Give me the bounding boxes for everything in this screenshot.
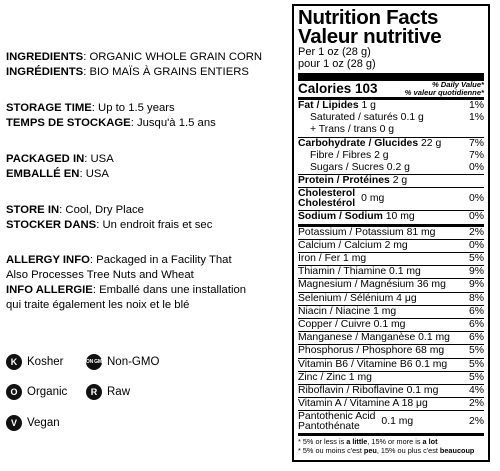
- store-label-fr: STOCKER DANS: [6, 219, 97, 231]
- vegan-badge: [6, 415, 60, 431]
- cholesterol-label-en: Cholesterol: [298, 188, 356, 200]
- carbohydrate-label: Carbohydrate / Glucides: [298, 137, 419, 149]
- mineral-label: Vitamin A / Vitamine A 18 μg: [298, 398, 428, 410]
- ingredients-value-en: : ORGANIC WHOLE GRAIN CORN: [83, 51, 263, 63]
- protein-row: [298, 175, 484, 188]
- mineral-label: Zinc / Zinc 1 mg: [298, 371, 372, 383]
- mineral-dv: 2%: [468, 226, 484, 238]
- allergy-label-en: ALLERGY INFO: [6, 254, 90, 266]
- mineral-dv: 5%: [468, 358, 484, 370]
- mineral-label: Niacin / Niacine 1 mg: [298, 305, 397, 317]
- pantothenic-amount: 0.1 mg: [381, 416, 414, 428]
- storage-label-fr: TEMPS DE STOCKAGE: [6, 117, 131, 129]
- pantothenic-label-fr: Pantothénate: [298, 421, 360, 433]
- saturated-label: Saturated / saturés 0.1 g: [310, 112, 424, 124]
- fibre-dv: 7%: [468, 149, 484, 161]
- mineral-dv: 6%: [468, 319, 484, 331]
- nutrition-facts-panel: [292, 4, 490, 462]
- mineral-label: Potassium / Potassium 81 mg: [298, 226, 436, 238]
- sugars-label: Sugars / Sucres 0.2 g: [310, 162, 410, 174]
- carbohydrate-dv: 7%: [468, 137, 484, 149]
- sodium-row: [298, 211, 484, 226]
- packaged-value-fr: : USA: [79, 168, 109, 180]
- store-label-en: STORE IN: [6, 204, 60, 216]
- calories-row: [298, 81, 484, 100]
- product-info: [6, 50, 286, 313]
- store-value-en: : Cool, Dry Place: [59, 204, 144, 216]
- allergy-value-en-2: Also Processes Tree Nuts and Wheat: [6, 269, 194, 281]
- vegan-label: Vegan: [27, 417, 60, 429]
- mineral-dv: 2%: [468, 398, 484, 410]
- minerals-list: [298, 227, 484, 412]
- mineral-row: [298, 332, 484, 345]
- trans-row: [298, 124, 484, 137]
- raw-label: Raw: [107, 386, 131, 398]
- allergy-block: [6, 253, 286, 313]
- mineral-dv: 6%: [468, 332, 484, 344]
- mineral-dv: 9%: [468, 279, 484, 291]
- kosher-label: Kosher: [27, 356, 64, 368]
- footnote-fr: * 5% ou moins c'est peu, 15% ou plus c'est beaucoup: [298, 446, 475, 456]
- storage-block: [6, 101, 286, 131]
- ingredients-value-fr: : BIO MAÏS À GRAINS ENTIERS: [83, 66, 249, 78]
- pantothenic-label-en: Pantothenic Acid: [298, 411, 376, 423]
- serving-size-fr: pour 1 oz (28 g): [298, 58, 376, 70]
- fibre-label: Fibre / Fibres 2 g: [310, 149, 389, 161]
- mineral-label: Selenium / Sélénium 4 μg: [298, 292, 417, 304]
- protein-amount: 2 g: [392, 175, 408, 187]
- sugars-row: [298, 162, 484, 175]
- pantothenic-row: [298, 411, 484, 436]
- calories-label: Calories 103: [298, 81, 378, 96]
- sugars-dv: 0%: [468, 162, 484, 174]
- cholesterol-amount: 0 mg: [361, 193, 385, 205]
- mineral-label: Phosphorus / Phosphore 68 mg: [298, 345, 445, 357]
- mineral-row: [298, 372, 484, 385]
- packaged-value-en: : USA: [84, 153, 114, 165]
- storage-value-fr: : Jusqu'à 1.5 ans: [130, 117, 216, 129]
- mineral-row: [298, 240, 484, 253]
- vegan-icon: V: [6, 415, 22, 431]
- kosher-badge: [6, 354, 63, 370]
- sodium-dv: 0%: [468, 211, 484, 223]
- packaged-label-fr: EMBALLÉ EN: [6, 168, 80, 180]
- sodium-label: Sodium / Sodium: [298, 211, 383, 223]
- non-gmo-label: Non-GMO: [107, 356, 160, 368]
- packaged-block: [6, 152, 286, 182]
- mineral-dv: 0%: [468, 239, 484, 251]
- nutrition-title-fr: Valeur nutritive: [298, 25, 442, 48]
- mineral-dv: 5%: [468, 345, 484, 357]
- storage-value-en: : Up to 1.5 years: [91, 102, 175, 114]
- mineral-row: [298, 306, 484, 319]
- mineral-row: [298, 319, 484, 332]
- allergy-label-fr: INFO ALLERGIE: [6, 284, 93, 296]
- cholesterol-dv: 0%: [468, 193, 484, 205]
- mineral-row: [298, 359, 484, 372]
- mineral-label: Magnesium / Magnésium 36 mg: [298, 279, 446, 291]
- allergy-value-en-1: : Packaged in a Facility That: [89, 254, 232, 266]
- ingredients-label-en: INGREDIENTS: [6, 51, 84, 63]
- ingredients-block: [6, 50, 286, 80]
- organic-icon: O: [6, 384, 22, 400]
- kosher-icon: K: [6, 354, 22, 370]
- mineral-row: [298, 293, 484, 306]
- organic-badge: [6, 384, 67, 400]
- mineral-label: Calcium / Calcium 2 mg: [298, 239, 408, 251]
- mineral-row: [298, 385, 484, 398]
- mineral-dv: 5%: [468, 371, 484, 383]
- mineral-row: [298, 253, 484, 266]
- mineral-dv: 8%: [468, 292, 484, 304]
- saturated-row: [298, 112, 484, 124]
- fibre-row: [298, 150, 484, 162]
- saturated-dv: 1%: [468, 112, 484, 124]
- mineral-row: [298, 398, 484, 411]
- pantothenic-dv: 2%: [468, 416, 484, 428]
- mineral-row: [298, 345, 484, 358]
- mineral-dv: 4%: [468, 385, 484, 397]
- packaged-label-en: PACKAGED IN: [6, 153, 85, 165]
- daily-value-header-en: % Daily Value*: [431, 80, 484, 89]
- protein-label: Protein / Protéines: [298, 175, 390, 187]
- ingredients-label-fr: INGRÉDIENTS: [6, 66, 84, 78]
- store-block: [6, 203, 286, 233]
- storage-label-en: STORAGE TIME: [6, 102, 92, 114]
- fat-label: Fat / Lipides: [298, 100, 359, 111]
- mineral-label: Thiamin / Thiamine 0.1 mg: [298, 266, 421, 278]
- serving-size-en: Per 1 oz (28 g): [298, 46, 371, 58]
- mineral-dv: 9%: [468, 266, 484, 278]
- mineral-label: Manganese / Manganèse 0.1 mg: [298, 332, 450, 344]
- non-gmo-badge: [82, 354, 160, 370]
- mineral-label: Iron / Fer 1 mg: [298, 253, 367, 265]
- non-gmo-icon: NON GMO: [86, 354, 102, 370]
- cholesterol-row: [298, 188, 484, 211]
- mineral-dv: 6%: [468, 305, 484, 317]
- footnote: [298, 438, 484, 455]
- allergy-value-fr-1: : Emballé dans une installation: [92, 284, 247, 296]
- mineral-label: Copper / Cuivre 0.1 mg: [298, 319, 406, 331]
- fat-amount: 1 g: [361, 100, 376, 111]
- raw-badge: [86, 384, 130, 400]
- cholesterol-label-fr: Cholestérol: [298, 198, 356, 210]
- organic-label: Organic: [27, 386, 68, 398]
- mineral-row: [298, 227, 484, 240]
- carbohydrate-row: [298, 138, 484, 150]
- fat-dv: 1%: [468, 100, 484, 111]
- daily-value-header-fr: % valeur quotidienne*: [404, 88, 484, 97]
- sodium-amount: 10 mg: [385, 211, 415, 223]
- mineral-label: Vitamin B6 / Vitamine B6 0.1 mg: [298, 358, 448, 370]
- store-value-fr: : Un endroit frais et sec: [96, 219, 213, 231]
- trans-label: + Trans / trans 0 g: [310, 124, 395, 136]
- nutrition-title-en: Nutrition Facts: [298, 6, 439, 29]
- footnote-en: * 5% or less is a little, 15% or more is a lot: [298, 437, 438, 447]
- mineral-label: Riboflavin / Riboflavine 0.1 mg: [298, 385, 439, 397]
- mineral-row: [298, 266, 484, 279]
- mineral-dv: 5%: [468, 253, 484, 265]
- mineral-row: [298, 279, 484, 292]
- allergy-value-fr-2: qui traite également les noix et le blé: [6, 299, 190, 311]
- raw-icon: R: [86, 384, 102, 400]
- carbohydrate-amount: 22 g: [421, 137, 442, 149]
- fat-row: [298, 100, 484, 112]
